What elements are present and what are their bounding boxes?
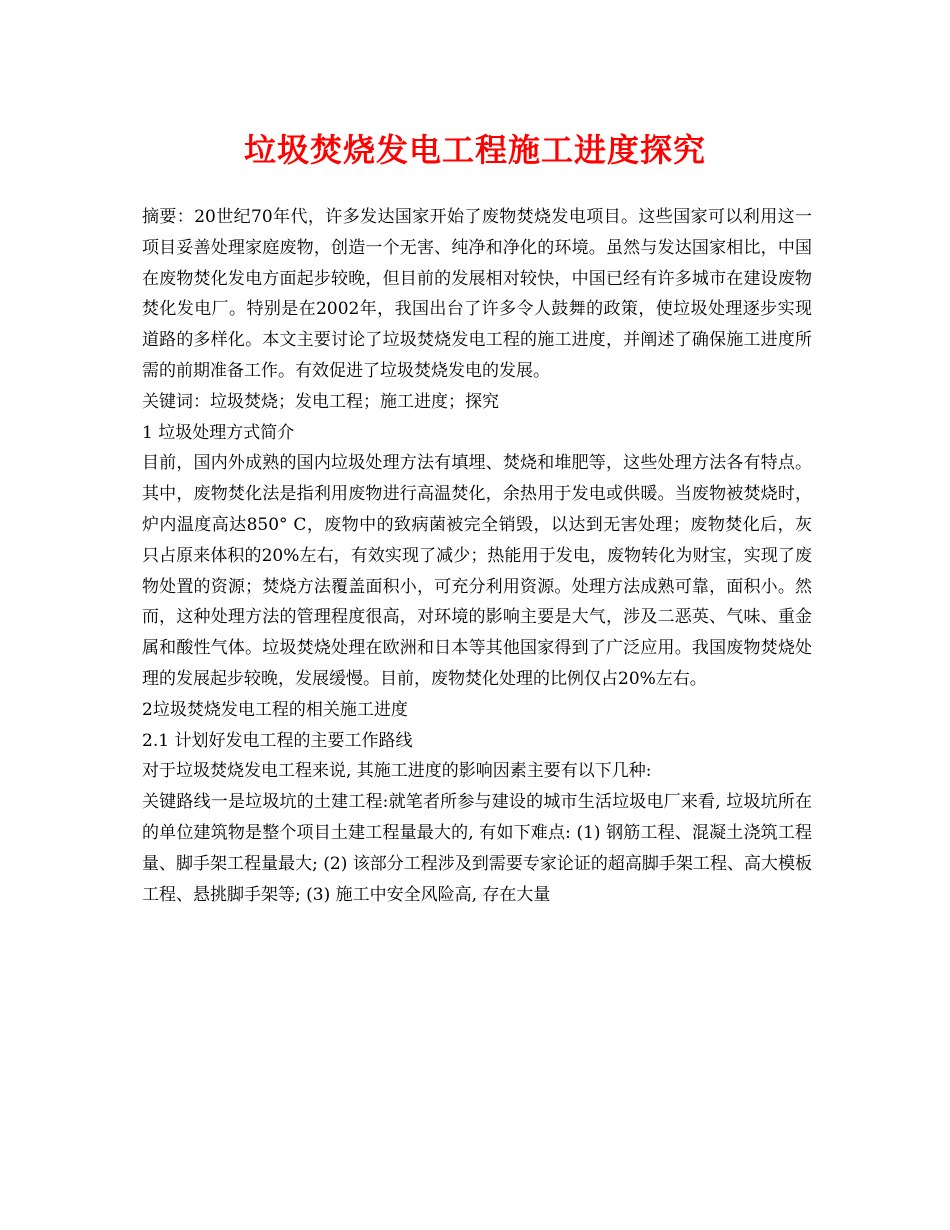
- body-paragraph: 对于垃圾焚烧发电工程来说, 其施工进度的影响因素主要有以下几种:: [142, 761, 652, 782]
- subsection-heading-2-1: 2.1 计划好发电工程的主要工作路线: [142, 730, 413, 751]
- abstract-paragraph: 摘要：20世纪70年代，许多发达国家开始了废物焚烧发电项目。这些国家可以利用这一项目妥善处理家庭废物，创造一个无害、纯净和净化的环境。虽然与发达国家相比，中国在废物焚化发电方面起步较晚，但目前的发展相对较快，中国已经有许多城市在建设废物焚化发电厂。特别是在2002年，我国出台了许多令人鼓舞的政策，使垃圾处理逐步实现道路的多样化。本文主要讨论了垃圾焚烧发电工程的施工进度，并阐述了确保施工进度所需的前期准备工作。有效促进了垃圾焚烧发电的发展。: [142, 207, 812, 381]
- section-heading-2: 2垃圾焚烧发电工程的相关施工进度: [142, 699, 408, 720]
- document-title: 垃圾焚烧发电工程施工进度探究: [243, 131, 706, 169]
- body-paragraph: 关键路线一是垃圾坑的土建工程:就笔者所参与建设的城市生活垃圾电厂来看, 垃圾坑所在的单位建筑物是整个项目土建工程量最大的, 有如下难点: (1) 钢筋工程、混凝土浇筑工程量、脚手架工程量最大; (2) 该部分工程涉及到需要专家论证的超高脚手架工程、高大模板工程、悬挑脚手架等; (3) 施工中安全风险高, 存在大量: [142, 792, 812, 905]
- document-body: [142, 202, 812, 910]
- body-paragraph: 目前，国内外成熟的国内垃圾处理方法有填埋、焚烧和堆肥等，这些处理方法各有特点。其中，废物焚化法是指利用废物进行高温焚化，余热用于发电或供暖。当废物被焚烧时，炉内温度高达850° C，废物中的致病菌被完全销毁，以达到无害处理；废物焚化后，灰只占原来体积的20%左右，有效实现了减少；热能用于发电，废物转化为财宝，实现了废物处置的资源；焚烧方法覆盖面积小，可充分利用资源。处理方法成熟可靠，面积小。然而，这种处理方法的管理程度很高，对环境的影响主要是大气，涉及二恶英、气味、重金属和酸性气体。垃圾焚烧处理在欧洲和日本等其他国家得到了广泛应用。我国废物焚烧处理的发展起步较晚，发展缓慢。目前，废物焚化处理的比例仅占20%左右。: [142, 453, 812, 689]
- section-heading-1: 1 垃圾处理方式简介: [142, 422, 295, 443]
- keywords-line: 关键词：垃圾焚烧；发电工程；施工进度；探究: [142, 391, 499, 412]
